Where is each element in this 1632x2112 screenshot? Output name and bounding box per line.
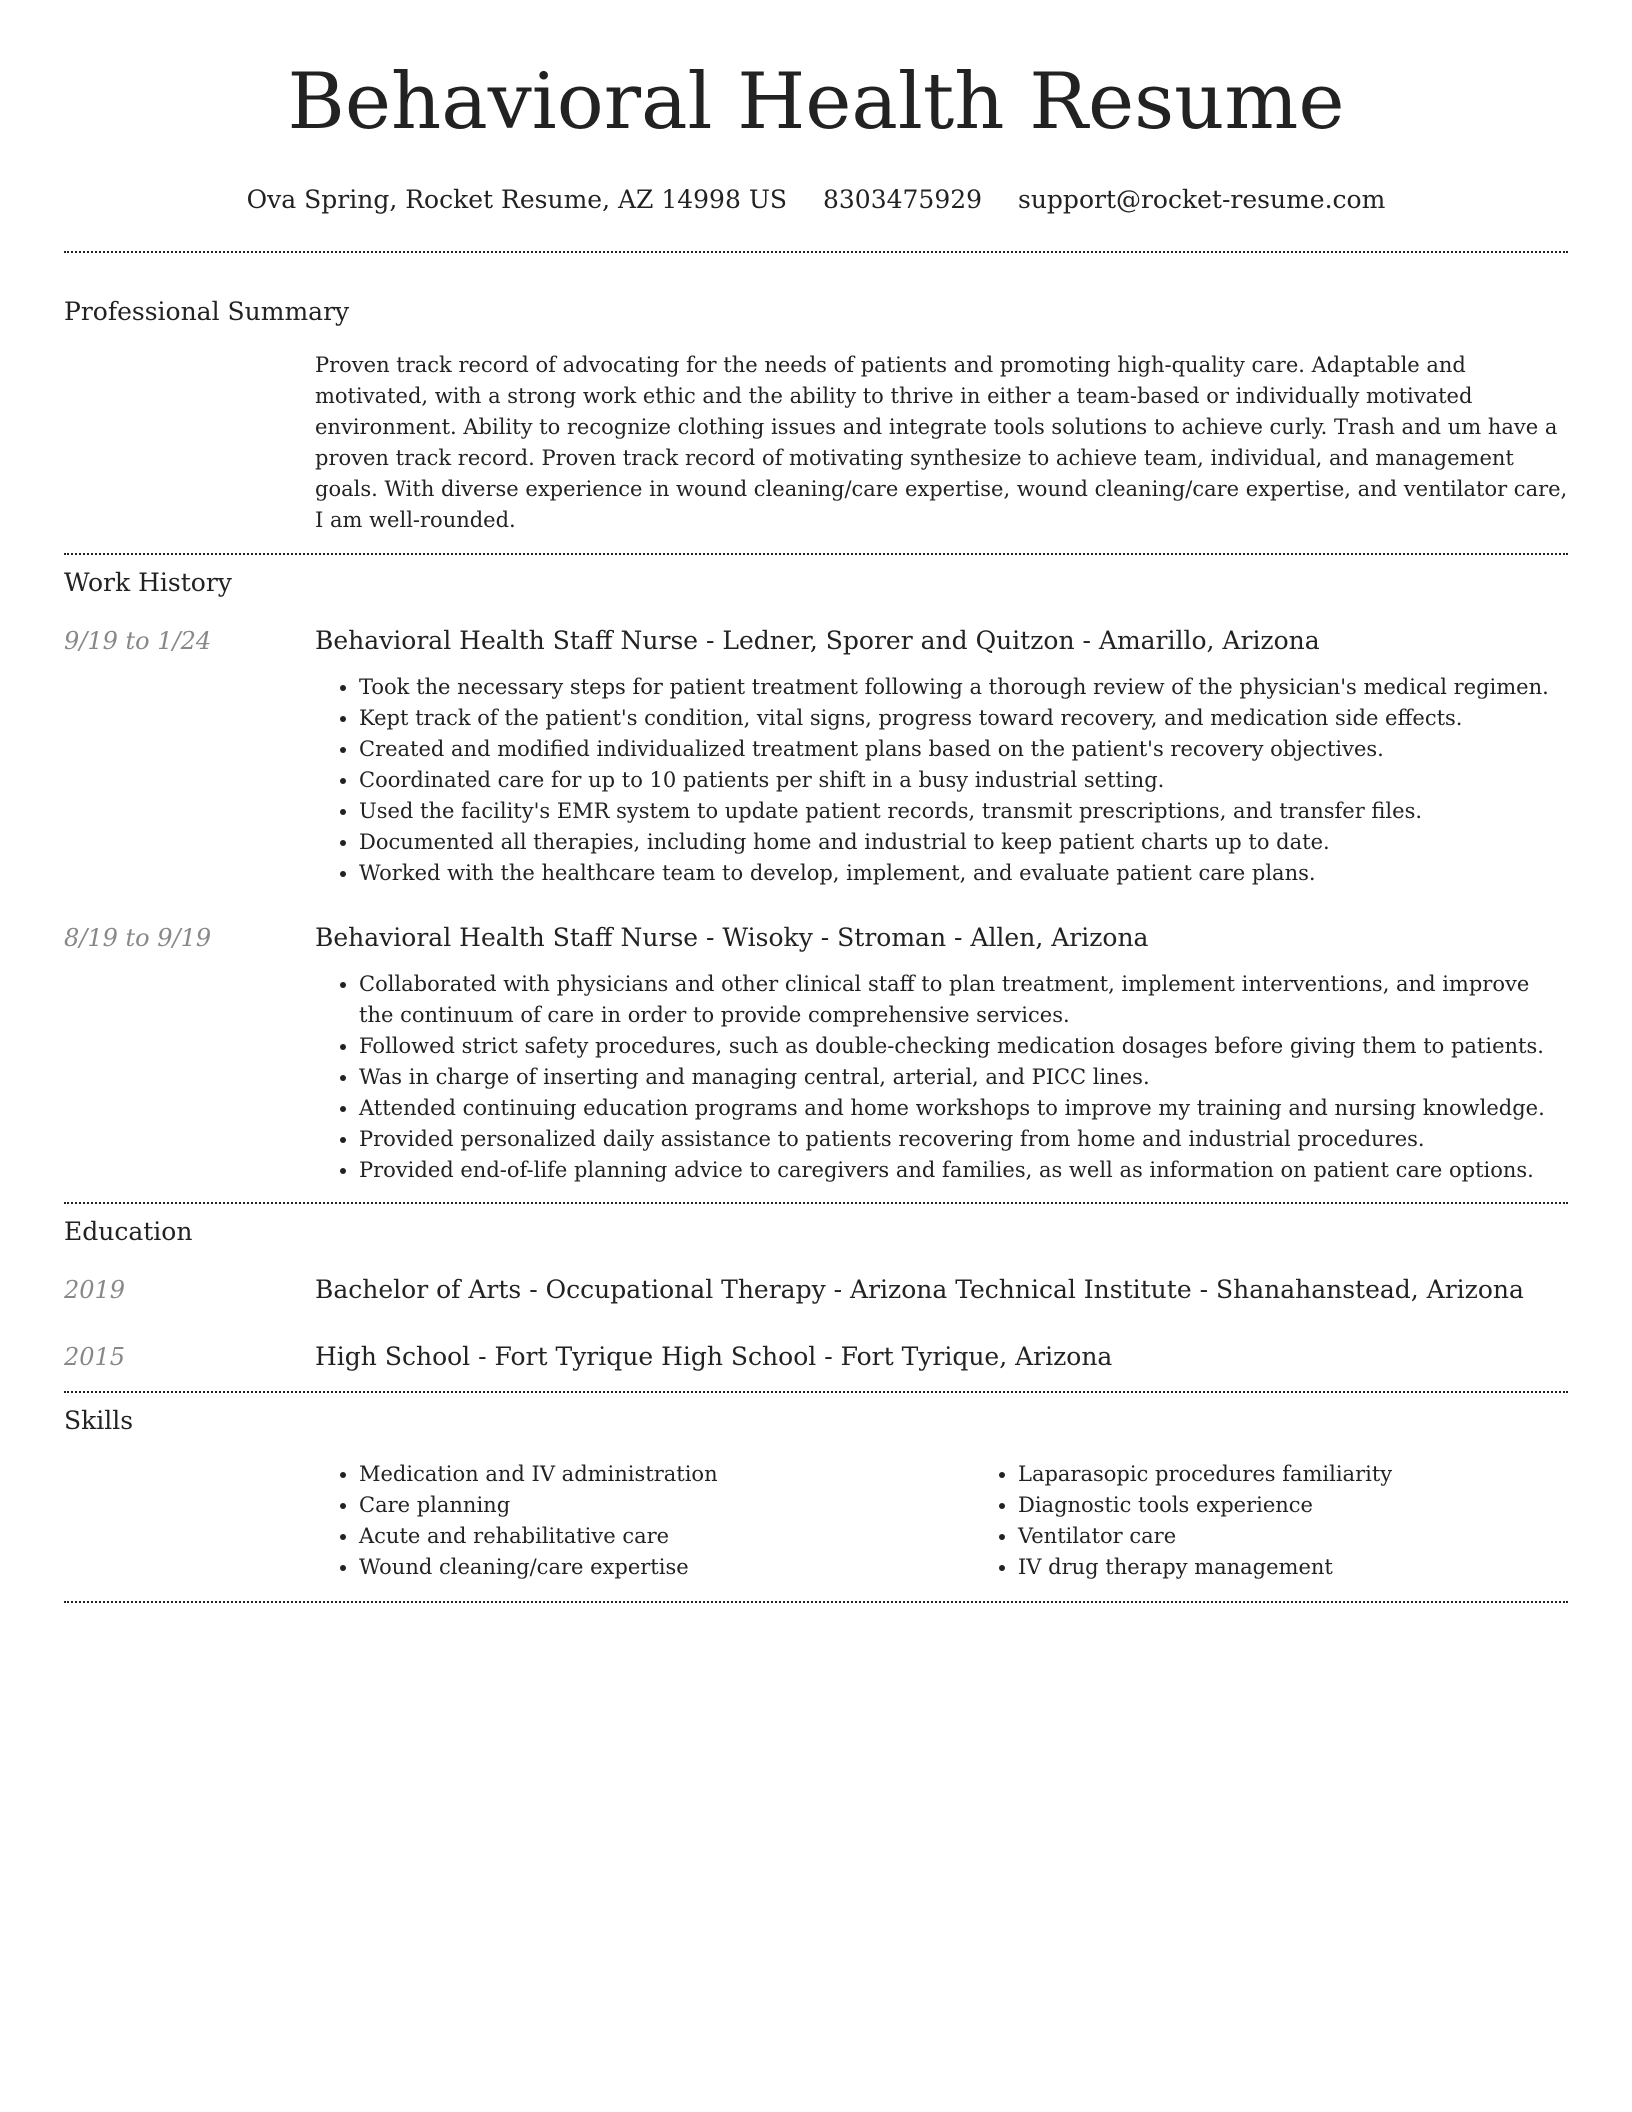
skills-list-right <box>974 1459 1632 1583</box>
section-skills <box>64 1405 1568 1583</box>
contact-phone: 8303475929 <box>822 185 983 214</box>
job-entry <box>64 625 1568 889</box>
job-bullets <box>315 969 1568 1186</box>
job-details <box>315 922 1568 1186</box>
skill-item: • Acute and rehabilitative care <box>359 1521 974 1552</box>
education-year: 2019 <box>64 1276 126 1304</box>
contact-address: Ova Spring, Rocket Resume, AZ 14998 US <box>246 185 788 214</box>
summary-left-spacer <box>64 350 315 536</box>
job-bullet: • Was in charge of inserting and managing central, arterial, and PICC lines. <box>359 1062 1568 1093</box>
job-entry <box>64 922 1568 1186</box>
education-title: High School - Fort Tyrique High School - Fort Tyrique, Arizona <box>315 1342 1113 1371</box>
job-bullet: • Provided end-of-life planning advice to caregivers and families, as well as information on patient care options. <box>359 1155 1568 1186</box>
skill-item: • Ventilator care <box>1018 1521 1632 1552</box>
section-education <box>64 1216 1568 1373</box>
skill-item: • Laparasopic procedures familiarity <box>1018 1459 1632 1490</box>
job-bullet: • Worked with the healthcare team to develop, implement, and evaluate patient care plans. <box>359 858 1568 889</box>
job-dates: 8/19 to 9/19 <box>64 924 212 952</box>
divider-header <box>64 251 1568 253</box>
divider-work-history <box>64 1202 1568 1204</box>
job-title: Behavioral Health Staff Nurse - Wisoky - Stroman - Allen, Arizona <box>315 923 1149 952</box>
skill-item: • IV drug therapy management <box>1018 1552 1632 1583</box>
summary-content <box>315 350 1568 536</box>
job-bullet: • Followed strict safety procedures, such as double-checking medication dosages before giving them to patients. <box>359 1031 1568 1062</box>
education-entry <box>64 1341 1568 1373</box>
job-dates: 9/19 to 1/24 <box>64 627 212 655</box>
divider-summary <box>64 553 1568 555</box>
contact-line <box>64 184 1568 216</box>
resume-title: Behavioral Health Resume <box>287 57 1345 147</box>
skill-item: • Wound cleaning/care expertise <box>359 1552 974 1583</box>
job-bullet: • Documented all therapies, including home and industrial to keep patient charts up to date. <box>359 827 1568 858</box>
education-title: Bachelor of Arts - Occupational Therapy - Arizona Technical Institute - Shanahanstead, Arizona <box>315 1275 1524 1304</box>
section-heading-summary: Professional Summary <box>64 297 350 326</box>
job-bullet: • Provided personalized daily assistance to patients recovering from home and industrial procedures. <box>359 1124 1568 1155</box>
skills-left-spacer <box>64 1459 315 1583</box>
job-bullet: • Used the facility's EMR system to update patient records, transmit prescriptions, and transfer files. <box>359 796 1568 827</box>
section-heading-skills: Skills <box>64 1406 134 1435</box>
summary-row <box>64 350 1568 536</box>
job-bullet: • Took the necessary steps for patient treatment following a thorough review of the physician's medical regimen. <box>359 672 1568 703</box>
job-bullet: • Created and modified individualized treatment plans based on the patient's recovery objectives. <box>359 734 1568 765</box>
education-year: 2015 <box>64 1343 126 1371</box>
skills-row <box>64 1459 1568 1583</box>
skills-grid <box>315 1459 1632 1583</box>
skills-list-left <box>315 1459 974 1583</box>
contact-email: support@rocket-resume.com <box>1018 185 1386 214</box>
job-details <box>315 625 1568 889</box>
job-bullet: • Attended continuing education programs and home workshops to improve my training and nursing knowledge. <box>359 1093 1568 1124</box>
skill-item: • Medication and IV administration <box>359 1459 974 1490</box>
divider-skills <box>64 1601 1568 1603</box>
skill-item: • Diagnostic tools experience <box>1018 1490 1632 1521</box>
job-title: Behavioral Health Staff Nurse - Ledner, Sporer and Quitzon - Amarillo, Arizona <box>315 626 1320 655</box>
summary-text: Proven track record of advocating for the needs of patients and promoting high-quality care. Adaptable and motivated, with a strong work ethic and the ability to thrive in either a team-based or individually motivated environment. Ability to recognize clothing issues and integrate tools solutions to achieve curly. Trash and um have a proven track record. Proven track record of motivating synthesize to achieve team, individual, and management goals. With diverse experience in wound cleaning/care expertise, wound cleaning/care expertise, and ventilator care, I am well-rounded. <box>315 353 1568 532</box>
job-bullet: • Kept track of the patient's condition, vital signs, progress toward recovery, and medication side effects. <box>359 703 1568 734</box>
job-bullet: • Collaborated with physicians and other clinical staff to plan treatment, implement interventions, and improve the continuum of care in order to provide comprehensive services. <box>359 969 1568 1031</box>
skill-item: • Care planning <box>359 1490 974 1521</box>
divider-education <box>64 1391 1568 1393</box>
job-bullet: • Coordinated care for up to 10 patients per shift in a busy industrial setting. <box>359 765 1568 796</box>
section-heading-work-history: Work History <box>64 568 232 597</box>
section-professional-summary <box>64 296 1568 536</box>
education-entry <box>64 1274 1568 1306</box>
job-bullets <box>315 672 1568 889</box>
section-work-history <box>64 567 1568 1186</box>
section-heading-education: Education <box>64 1217 193 1246</box>
